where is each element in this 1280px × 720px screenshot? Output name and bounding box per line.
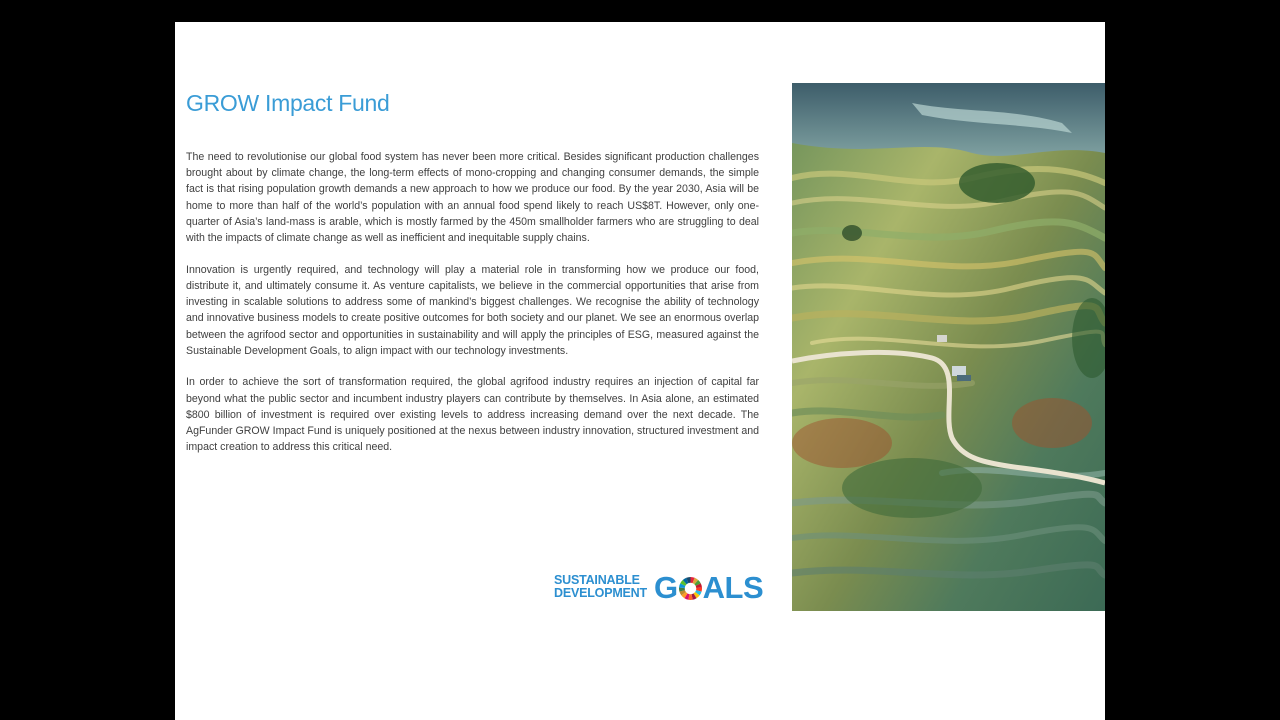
goals-letters: ALS xyxy=(702,570,764,605)
sdg-logo xyxy=(554,570,764,606)
sdg-wheel-icon xyxy=(679,577,702,600)
paragraph: Innovation is urgently required, and technology will play a material role in transforming how we produce our food, distribute it, and ultimately consume it. As venture capitalists, we believe in the commercial opportunities that arise from investing in scalable solutions to address some of mankind’s biggest challenges. We recognise the ability of technology and innovative business models to create positive outcomes for both society and our planet. We see an enormous overlap between the agrifood sector and opportunities in sustainability and will apply the principles of ESG, measured against the Sustainable Development Goals, to align impact with our technology investments. xyxy=(186,263,759,357)
body-text xyxy=(186,149,759,471)
paragraph: In order to achieve the sort of transformation required, the global agrifood industry requires an injection of capital far beyond what the public sector and incumbent industry players can contribute by themselves. In Asia alone, an estimated $800 billion of investment is required over existing levels to address increasing demand over the next decade. The AgFunder GROW Impact Fund is uniquely positioned at the nexus between industry innovation, structured investment and impact creation to address this critical need. xyxy=(186,376,759,454)
sdg-goals-wordmark xyxy=(654,570,763,606)
page-title: GROW Impact Fund xyxy=(186,90,390,116)
rice-terraces-photo xyxy=(792,83,1105,611)
paragraph: The need to revolutionise our global food system has never been more critical. Besides significant production challenges brought about by climate change, the long-term effects of mono-cropping and changing consumer demands, the simple fact is that rising population growth demands a new approach to how we produce our food. By the year 2030, Asia will be home to more than half of the world’s population with an annual food spend likely to reach US$8T. However, only one-quarter of Asia’s land-mass is arable, which is mostly farmed by the 450m smallholder farmers who are struggling to deal with the impacts of climate change as well as inefficient and inequitable supply chains. xyxy=(186,151,759,245)
sdg-logo-line1: SUSTAINABLE xyxy=(554,573,640,587)
goals-letter-g: G xyxy=(654,570,678,605)
slide xyxy=(175,22,1105,720)
sdg-logo-line2: DEVELOPMENT xyxy=(554,586,647,600)
